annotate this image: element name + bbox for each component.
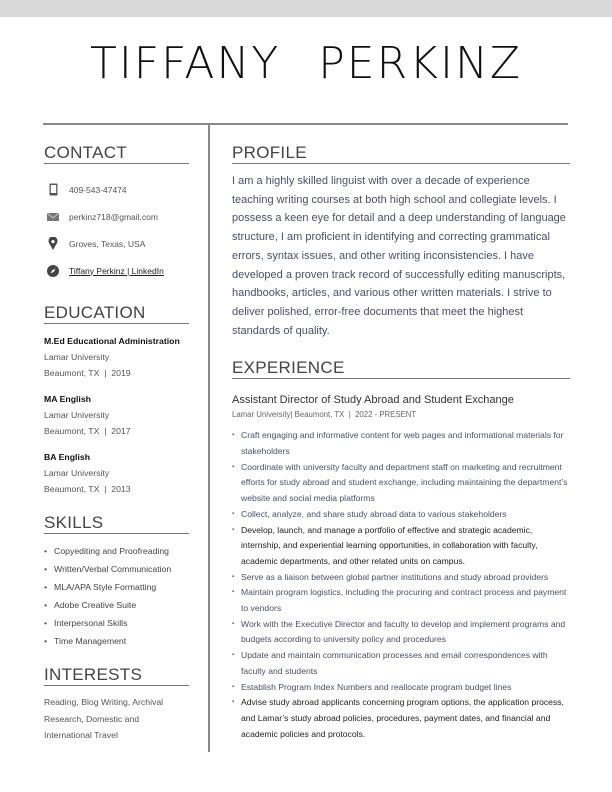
education-heading: EDUCATION — [44, 304, 189, 324]
contact-location: Groves, Texas, USA — [44, 230, 189, 257]
education-item: MA English Lamar University Beaumont, TX | 2017 — [44, 394, 131, 436]
experience-bullet: ▪ Establish Program Index Numbers and reallocate program budget lines — [232, 680, 570, 696]
phone-icon — [46, 183, 60, 196]
top-bar — [0, 0, 612, 17]
mail-icon — [46, 213, 60, 221]
skill-item: • Time Management — [44, 634, 189, 652]
skill-item: • Adobe Creative Suite — [44, 598, 189, 616]
contact-phone: 409-543-47474 — [44, 176, 189, 203]
contact-linkedin — [44, 257, 189, 284]
location-pin-icon — [46, 237, 60, 250]
contact-heading: CONTACT — [44, 144, 189, 164]
profile-heading: PROFILE — [232, 144, 570, 164]
education-item: BA English Lamar University Beaumont, TX | 2013 — [44, 452, 131, 494]
experience-bullet: ▪ Update and maintain communication processes and email correspondences with faculty and students — [232, 648, 570, 679]
experience-heading: EXPERIENCE — [232, 359, 570, 379]
linkedin-link[interactable]: Tiffany Perkinz | LinkedIn — [69, 265, 164, 276]
profile-text: I am a highly skilled linguist with over a decade of experience teaching writing courses at both high school and collegiate levels. I possess a keen eye for detail and a deep understanding of language structure, I am proficient in identifying and correcting grammatical errors, syntax issues, and other writing inconsistencies. I have developed a proven track record of successfully editing manuscripts, handbooks, articles, and various other written materials. I strive to deliver polished, error-free documents that meet the highest standards of quality. — [232, 175, 566, 337]
experience-bullet: ▪ Craft engaging and informative content for web pages and informational materials for stakeholders — [232, 428, 570, 459]
skill-item: • Written/Verbal Communication — [44, 562, 189, 580]
job-title: Assistant Director of Study Abroad and Student Exchange — [232, 394, 514, 407]
job-meta: Lamar University| Beaumont, TX | 2022 - PRESENT — [232, 410, 417, 420]
experience-bullet: ▪ Work with the Executive Director and faculty to develop and implement programs and budgets according to university policy and procedures — [232, 617, 570, 648]
experience-bullet: ▪ Maintain program logistics, including the procuring and contract process and payment to vendors — [232, 585, 570, 616]
experience-bullet: ▪ Coordinate with university faculty and department staff on marketing and recruitment efforts for study abroad and student exchange, including maintaining the department’s website and social media platforms — [232, 460, 570, 507]
experience-bullet: ▪ Develop, launch, and manage a portfolio of effective and strategic academic, internship, and experiential learning opportunities, in collaboration with faculty, academic departments, and other related units on campus. — [232, 523, 570, 570]
interests-heading: INTERESTS — [44, 666, 189, 686]
experience-bullet: ▪ Collect, analyze, and share study abroad data to various stakeholders — [232, 507, 570, 523]
experience-bullet: ▪ Advise study abroad applicants concerning program options, the application process, and Lamar’s study abroad policies, procedures, payment dates, and financial and academic policies and protocols. — [232, 695, 570, 742]
skill-item: • MLA/APA Style Formatting — [44, 580, 189, 598]
experience-bullet: ▪ Serve as a liaison between global partner institutions and study abroad providers — [232, 570, 570, 586]
education-item: M.Ed Educational Administration Lamar University Beaumont, TX | 2019 — [44, 336, 180, 378]
interests-text: Reading, Blog Writing, Archival Research, Domestic and International Travel — [44, 697, 164, 740]
skill-item: • Interpersonal Skills — [44, 616, 189, 634]
contact-email: perkinz718@gmail.com — [44, 203, 189, 230]
right-column — [232, 144, 570, 742]
resume-name: TIFFANY PERKINZ — [89, 38, 523, 89]
left-column — [44, 144, 189, 744]
skill-item: • Copyediting and Proofreading — [44, 544, 189, 562]
compass-icon — [46, 265, 60, 277]
skills-heading: SKILLS — [44, 514, 189, 534]
divider-vertical — [208, 124, 210, 752]
divider-horizontal — [43, 123, 568, 125]
